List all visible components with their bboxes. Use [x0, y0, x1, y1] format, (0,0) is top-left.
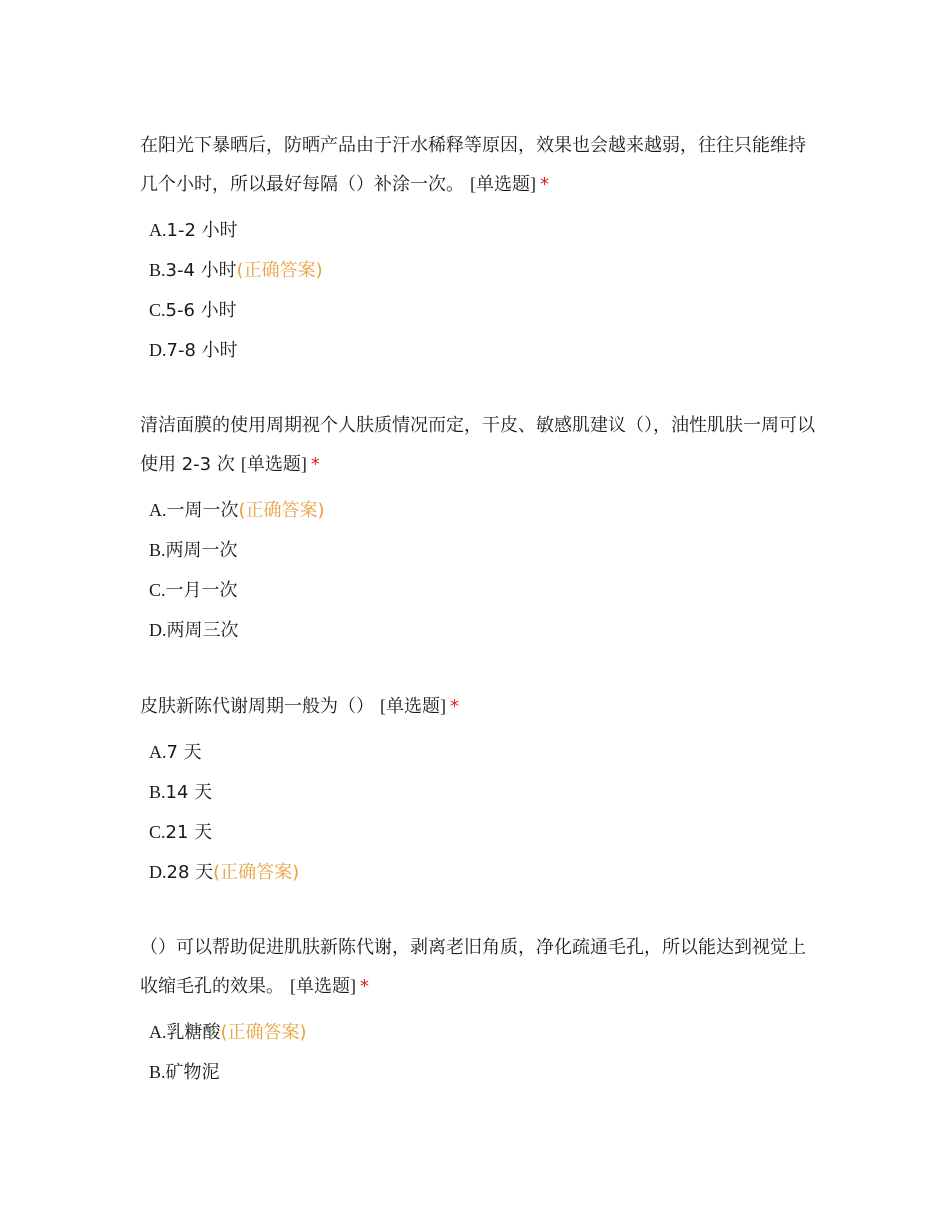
- option-d[interactable]: [140, 330, 820, 370]
- option-letter: B.: [149, 260, 166, 280]
- option-letter: D.: [149, 862, 167, 882]
- option-text: 28 天: [166, 862, 214, 883]
- correct-answer-tag: (正确答案): [238, 500, 325, 521]
- option-letter: A.: [149, 500, 167, 520]
- option-text: 5-6 小时: [165, 300, 237, 321]
- option-c[interactable]: [140, 570, 820, 610]
- required-mark: *: [360, 976, 369, 997]
- question-3: [140, 687, 820, 892]
- question-title: [140, 687, 820, 726]
- option-list: [140, 1012, 820, 1092]
- option-letter: A.: [149, 1022, 167, 1042]
- option-b[interactable]: [140, 250, 820, 290]
- question-type-label: [单选题]: [470, 174, 536, 194]
- option-text: 乳糖酸: [166, 1022, 221, 1043]
- correct-answer-tag: (正确答案): [236, 260, 323, 281]
- question-type-label: [单选题]: [380, 696, 446, 716]
- required-mark: *: [450, 696, 459, 717]
- option-letter: A.: [149, 220, 167, 240]
- option-text: 一周一次: [166, 500, 239, 521]
- question-type-label: [单选题]: [240, 454, 307, 474]
- question-text: 清洁面膜的使用周期视个人肤质情况而定，干皮、敏感肌建议（），油性肌肤一周可以使用 2-3 次: [140, 415, 815, 475]
- question-2: [140, 407, 820, 650]
- option-letter: D.: [149, 340, 167, 360]
- option-text: 14 天: [165, 782, 213, 803]
- option-c[interactable]: [140, 290, 820, 330]
- option-b[interactable]: [140, 772, 820, 812]
- correct-answer-tag: (正确答案): [220, 1022, 307, 1043]
- option-letter: D.: [149, 620, 167, 640]
- option-text: 矿物泥: [165, 1062, 220, 1083]
- question-type-label: [单选题]: [290, 976, 356, 996]
- correct-answer-tag: (正确答案): [213, 862, 300, 883]
- question-4: [140, 929, 820, 1092]
- option-d[interactable]: [140, 852, 820, 892]
- question-1: [140, 127, 820, 370]
- option-letter: B.: [149, 782, 166, 802]
- option-text: 两周三次: [166, 620, 239, 641]
- option-list: [140, 210, 820, 370]
- option-b[interactable]: [140, 530, 820, 570]
- option-c[interactable]: [140, 812, 820, 852]
- option-b[interactable]: [140, 1052, 820, 1092]
- question-text: 皮肤新陈代谢周期一般为（）: [140, 696, 374, 717]
- option-letter: C.: [149, 822, 166, 842]
- option-list: [140, 732, 820, 892]
- option-text: 7 天: [166, 742, 202, 763]
- option-text: 21 天: [165, 822, 213, 843]
- option-text: 7-8 小时: [166, 340, 238, 361]
- option-text: 两周一次: [165, 540, 238, 561]
- option-a[interactable]: [140, 732, 820, 772]
- option-text: 1-2 小时: [166, 220, 238, 241]
- question-title: [140, 407, 820, 484]
- option-a[interactable]: [140, 1012, 820, 1052]
- option-list: [140, 490, 820, 650]
- option-text: 一月一次: [165, 580, 238, 601]
- option-letter: C.: [149, 300, 166, 320]
- option-letter: A.: [149, 742, 167, 762]
- option-a[interactable]: [140, 490, 820, 530]
- required-mark: *: [310, 454, 320, 475]
- question-title: [140, 929, 820, 1006]
- question-title: [140, 127, 820, 204]
- option-d[interactable]: [140, 610, 820, 650]
- option-letter: C.: [149, 580, 166, 600]
- option-letter: B.: [149, 1062, 166, 1082]
- option-letter: B.: [149, 540, 166, 560]
- option-a[interactable]: [140, 210, 820, 250]
- option-text: 3-4 小时: [165, 260, 237, 281]
- required-mark: *: [540, 174, 549, 195]
- question-text: （）可以帮助促进肌肤新陈代谢，剥离老旧角质，净化疏通毛孔，所以能达到视觉上收缩毛孔的效果。: [140, 937, 806, 997]
- question-text: 在阳光下暴晒后，防晒产品由于汗水稀释等原因，效果也会越来越弱，往往只能维持几个小时，所以最好每隔（）补涂一次。: [140, 135, 806, 195]
